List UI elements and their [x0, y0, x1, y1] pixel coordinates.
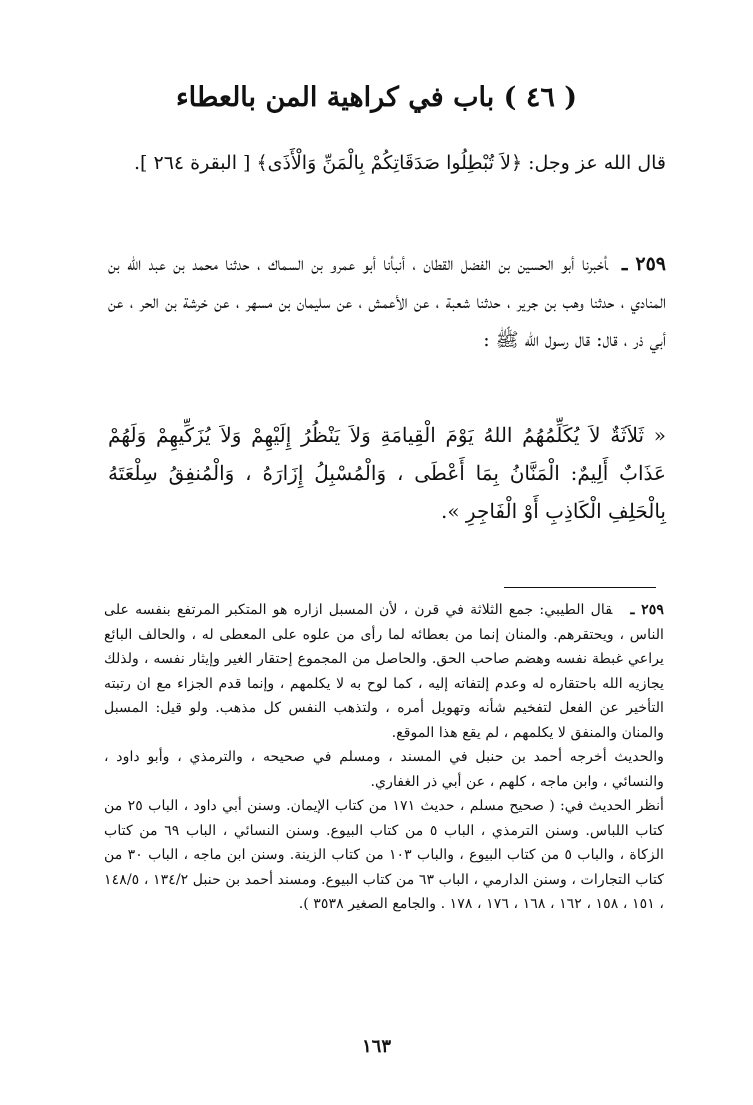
footnote-paragraph — [104, 598, 664, 745]
footnote-number: ٢٥٩ ـ — [630, 602, 664, 618]
footnotes — [104, 598, 664, 917]
footnote-paragraph: والحديث أخرجه أحمد بن حنبل في المسند ، ومسلم في صحيحه ، والترمذي ، وأبو داود ، والنسائي ، وابن ماجه ، كلهم ، عن أبي ذر الغفاري. — [104, 749, 664, 790]
hadith-chain-text: أخبرنا أبو الحسين بن الفضل القطان ، أنبأنا أبو عمرو بن السماك ، حدثنا محمد بن عبد الله بن المنادي ، حدثنا وهب بن جرير ، حدثنا شعبة ، عن الأعمش ، عن سليمان بن مسهر ، عن خرشة بن الحر ، عن أبي ذر ، قال: قال رسول الله ﷺ : — [108, 253, 666, 351]
hadith-number: ٢٥٩ ـ — [621, 253, 667, 275]
hadith-chain — [108, 245, 666, 359]
intro-verse: قال الله عز وجل: ﴿لاَ تُبْطِلُوا صَدَقَاتِكُمْ بِالْمَنِّ وَالْأَذَى﴾ [ البقرة ٢٦٤ ]. — [133, 152, 666, 174]
footnote-paragraph: أنظر الحديث في: ( صحيح مسلم ، حديث ١٧١ من كتاب الإيمان. وسنن أبي داود ، الباب ٢٥ من كتاب اللباس. وسنن الترمذي ، الباب ٥ من كتاب البيوع. وسنن النسائي ، الباب ٦٩ من كتاب الزكاة ، والباب ٥ من كتاب البيوع ، والباب ١٠٣ من كتاب الزينة. وسنن ابن ماجه ، الباب ٣٠ من كتاب التجارات ، وسنن الدارمي ، الباب ٦٣ من كتاب البيوع. ومسند أحمد بن حنبل ١٣٤/٢ ، ١٤٨/٥ ، ١٥١ ، ١٥٨ ، ١٦٢ ، ١٦٨ ، ١٧٦ ، ١٧٨ . والجامع الصغير ٣٥٣٨ ). — [104, 798, 664, 912]
page-number: ١٦٣ — [361, 1036, 391, 1057]
hadith-saying: « ثَلاَثَةٌ لاَ يُكَلِّمُهُمُ اللهُ يَوْمَ الْقِيامَةِ وَلاَ يَنْظُرُ إِلَيْهِمْ وَلاَ يُزَكِّيهِمْ وَلَهُمْ عَذَابٌ أَلِيمٌ: الْمَنَّانُ بِمَا أَعْطَى ، وَالْمُسْبِلُ إِزَارَهُ ، وَالْمُنفِقُ سِلْعَتَهُ بِالْحَلِفِ الْكَاذِبِ أَوْ الْفَاجِرِ ». — [108, 423, 666, 523]
footnote-text: قال الطيبي: جمع الثلاثة في قرن ، لأن المسبل ازاره هو المتكبر المرتفع بنفسه على الناس ، ويحتقرهم. والمنان إنما من بعطائه لما رأى من علوه على المعطى له ، والحالف البائع يراعي غبطة نفسه وهضم صاحب الحق. والحاصل من المجموع إحتقار الغير وإيثار نفسه ، ولذلك يجازيه الله باحتقاره له وعدم إلتفاته إليه ، كما لوح به لا يكلمهم ، وإنما قدم الجزاء مع ان رتبته التأخير عن الفعل لتفخيم شأنه وتهويل أمره ، ولتذهب النفس كل مذهب. ولو قيل: المسبل والمنان والمنفق لا يكلمهم ، لم يقع هذا الموقع. — [104, 602, 664, 741]
chapter-title: ( ٤٦ ) باب في كراهية المن بالعطاء — [175, 82, 578, 113]
footnote-divider — [504, 587, 656, 588]
